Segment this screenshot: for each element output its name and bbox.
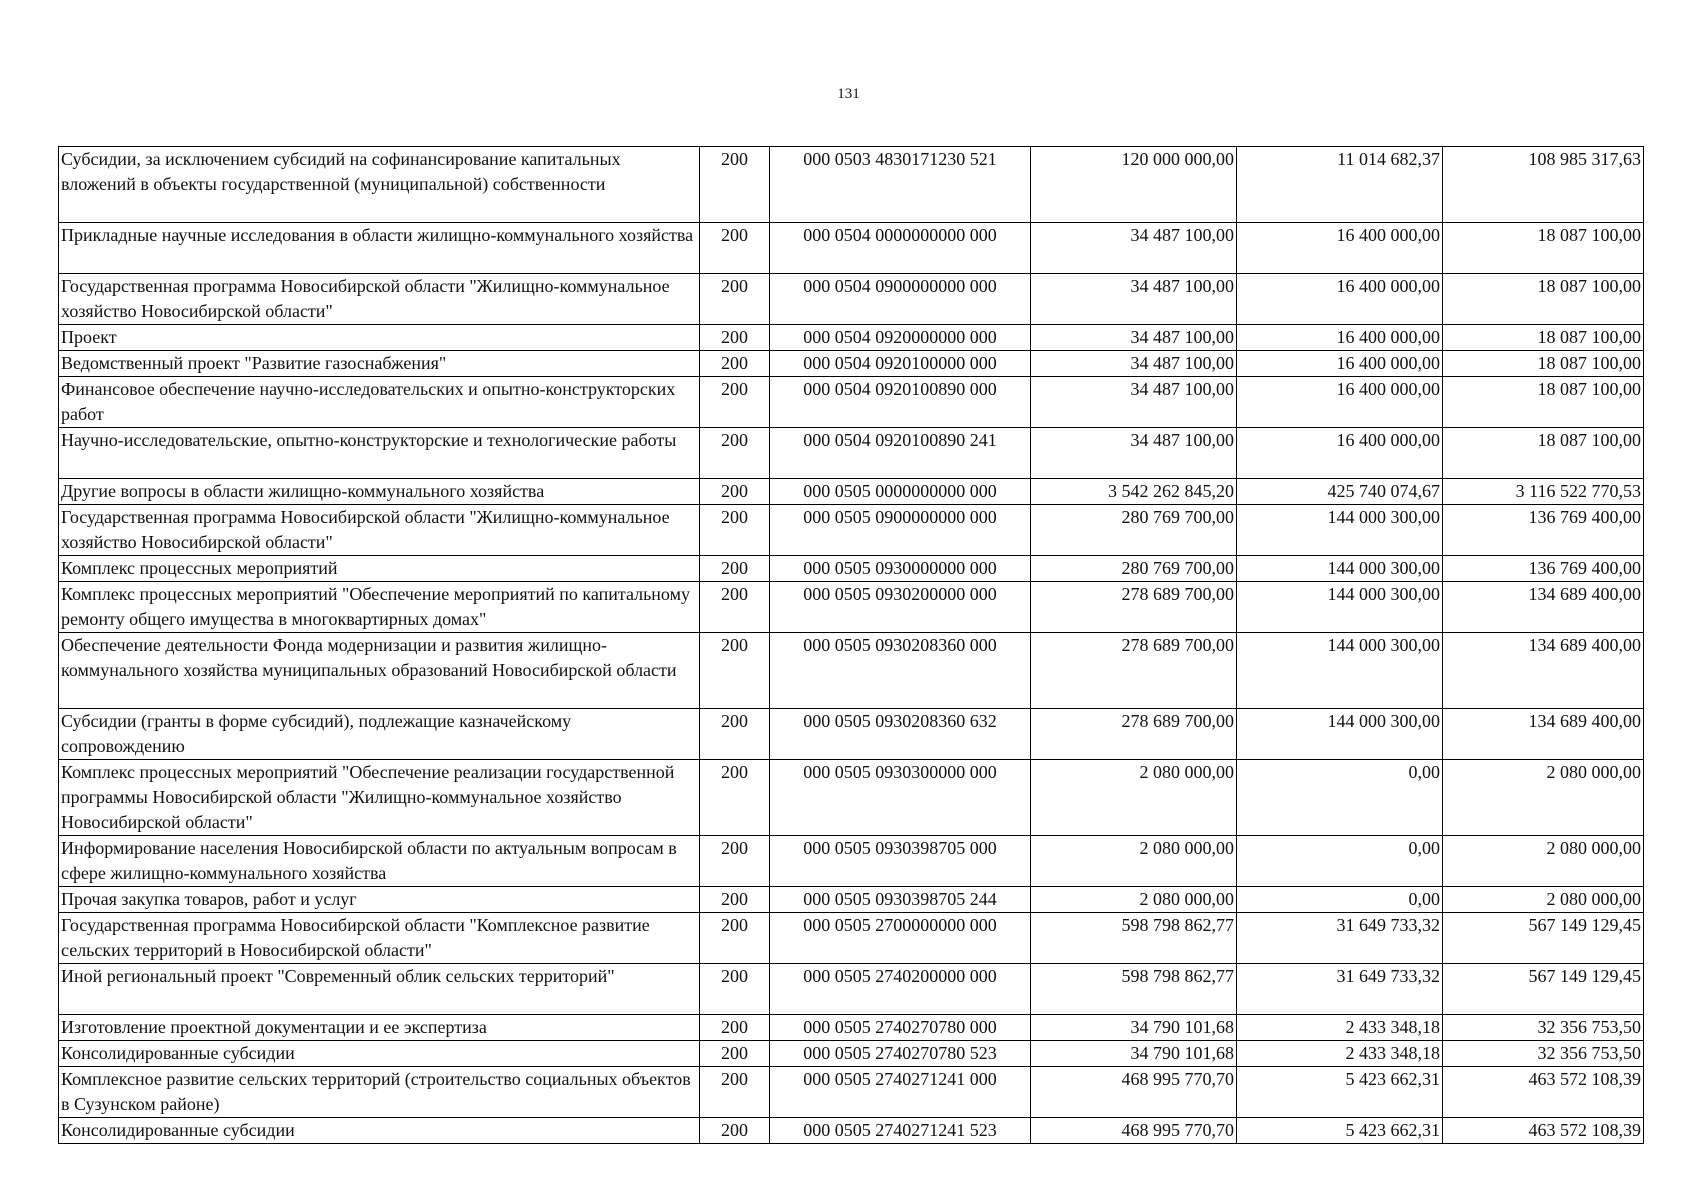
row-remaining: 2 080 000,00 [1443,836,1644,887]
row-kbk: 000 0505 0930398705 000 [770,836,1031,887]
row-kbk: 000 0504 0900000000 000 [770,274,1031,325]
row-name: Комплекс процессных мероприятий [59,556,700,582]
row-kbk: 000 0504 0920100000 000 [770,351,1031,377]
page-number: 131 [837,86,860,102]
row-kbk: 000 0505 2740271241 000 [770,1067,1031,1118]
row-name: Комплекс процессных мероприятий "Обеспечение мероприятий по капитальному ремонту общего имущества в многоквартирных домах" [59,582,700,633]
row-executed: 144 000 300,00 [1237,505,1443,556]
row-code: 200 [700,147,770,223]
row-approved: 280 769 700,00 [1031,556,1237,582]
row-code: 200 [700,556,770,582]
row-approved: 2 080 000,00 [1031,887,1237,913]
row-approved: 278 689 700,00 [1031,709,1237,760]
row-remaining: 2 080 000,00 [1443,760,1644,836]
table-row [59,428,1644,479]
row-kbk: 000 0505 0930200000 000 [770,582,1031,633]
row-remaining: 18 087 100,00 [1443,377,1644,428]
row-kbk: 000 0505 0930300000 000 [770,760,1031,836]
row-remaining: 18 087 100,00 [1443,223,1644,274]
row-kbk: 000 0505 0930398705 244 [770,887,1031,913]
row-remaining: 2 080 000,00 [1443,887,1644,913]
row-remaining: 463 572 108,39 [1443,1118,1644,1144]
row-code: 200 [700,887,770,913]
row-executed: 2 433 348,18 [1237,1041,1443,1067]
row-approved: 34 487 100,00 [1031,223,1237,274]
row-remaining: 134 689 400,00 [1443,633,1644,709]
row-code: 200 [700,1067,770,1118]
row-executed: 16 400 000,00 [1237,351,1443,377]
table-row [59,1067,1644,1118]
row-approved: 34 487 100,00 [1031,325,1237,351]
row-approved: 34 487 100,00 [1031,377,1237,428]
row-kbk: 000 0505 0900000000 000 [770,505,1031,556]
table-row [59,505,1644,556]
row-remaining: 32 356 753,50 [1443,1041,1644,1067]
table-row [59,964,1644,1015]
row-executed: 0,00 [1237,760,1443,836]
row-name: Другие вопросы в области жилищно-коммунального хозяйства [59,479,700,505]
row-name: Государственная программа Новосибирской области "Комплексное развитие сельских территорий в Новосибирской области" [59,913,700,964]
row-remaining: 3 116 522 770,53 [1443,479,1644,505]
row-code: 200 [700,377,770,428]
row-approved: 278 689 700,00 [1031,633,1237,709]
row-remaining: 136 769 400,00 [1443,505,1644,556]
row-code: 200 [700,633,770,709]
table-row [59,913,1644,964]
row-approved: 3 542 262 845,20 [1031,479,1237,505]
row-approved: 598 798 862,77 [1031,964,1237,1015]
row-code: 200 [700,964,770,1015]
table-row [59,274,1644,325]
row-kbk: 000 0505 0930208360 000 [770,633,1031,709]
row-code: 200 [700,274,770,325]
row-remaining: 134 689 400,00 [1443,709,1644,760]
row-executed: 0,00 [1237,887,1443,913]
row-code: 200 [700,760,770,836]
table-row [59,1118,1644,1144]
table-row [59,1015,1644,1041]
row-approved: 2 080 000,00 [1031,836,1237,887]
row-remaining: 32 356 753,50 [1443,1015,1644,1041]
table-row [59,351,1644,377]
row-executed: 5 423 662,31 [1237,1118,1443,1144]
table-row [59,325,1644,351]
table-row [59,709,1644,760]
table-row [59,760,1644,836]
row-remaining: 567 149 129,45 [1443,964,1644,1015]
row-code: 200 [700,913,770,964]
row-kbk: 000 0505 2740271241 523 [770,1118,1031,1144]
row-approved: 468 995 770,70 [1031,1118,1237,1144]
row-name: Проект [59,325,700,351]
row-approved: 598 798 862,77 [1031,913,1237,964]
row-name: Иной региональный проект "Современный облик сельских территорий" [59,964,700,1015]
row-approved: 278 689 700,00 [1031,582,1237,633]
row-executed: 144 000 300,00 [1237,582,1443,633]
row-kbk: 000 0505 2700000000 000 [770,913,1031,964]
row-remaining: 134 689 400,00 [1443,582,1644,633]
row-approved: 34 487 100,00 [1031,428,1237,479]
row-kbk: 000 0505 2740270780 000 [770,1015,1031,1041]
table-row [59,633,1644,709]
row-approved: 468 995 770,70 [1031,1067,1237,1118]
row-code: 200 [700,351,770,377]
table-row [59,147,1644,223]
row-name: Субсидии, за исключением субсидий на софинансирование капитальных вложений в объекты государственной (муниципальной) собственности [59,147,700,223]
row-kbk: 000 0505 2740200000 000 [770,964,1031,1015]
row-executed: 144 000 300,00 [1237,709,1443,760]
table-row [59,223,1644,274]
row-name: Обеспечение деятельности Фонда модернизации и развития жилищно-коммунального хозяйства муниципальных образований Новосибирской области [59,633,700,709]
row-executed: 5 423 662,31 [1237,1067,1443,1118]
row-code: 200 [700,1041,770,1067]
row-kbk: 000 0505 0000000000 000 [770,479,1031,505]
row-remaining: 18 087 100,00 [1443,274,1644,325]
row-approved: 34 790 101,68 [1031,1041,1237,1067]
row-kbk: 000 0504 0920100890 241 [770,428,1031,479]
table-row [59,377,1644,428]
row-remaining: 136 769 400,00 [1443,556,1644,582]
row-kbk: 000 0504 0920000000 000 [770,325,1031,351]
row-name: Информирование населения Новосибирской области по актуальным вопросам в сфере жилищно-коммунального хозяйства [59,836,700,887]
row-executed: 144 000 300,00 [1237,633,1443,709]
row-executed: 16 400 000,00 [1237,223,1443,274]
table-row [59,887,1644,913]
row-executed: 31 649 733,32 [1237,964,1443,1015]
row-kbk: 000 0505 0930208360 632 [770,709,1031,760]
row-approved: 34 487 100,00 [1031,351,1237,377]
row-code: 200 [700,1015,770,1041]
row-code: 200 [700,709,770,760]
row-remaining: 18 087 100,00 [1443,351,1644,377]
row-approved: 34 487 100,00 [1031,274,1237,325]
table-row [59,479,1644,505]
row-name: Консолидированные субсидии [59,1118,700,1144]
row-kbk: 000 0504 0000000000 000 [770,223,1031,274]
row-name: Научно-исследовательские, опытно-конструкторские и технологические работы [59,428,700,479]
row-name: Изготовление проектной документации и ее экспертиза [59,1015,700,1041]
row-executed: 16 400 000,00 [1237,274,1443,325]
row-remaining: 463 572 108,39 [1443,1067,1644,1118]
row-code: 200 [700,325,770,351]
row-remaining: 567 149 129,45 [1443,913,1644,964]
budget-table [58,146,1644,1144]
row-approved: 2 080 000,00 [1031,760,1237,836]
row-executed: 31 649 733,32 [1237,913,1443,964]
table-row [59,556,1644,582]
row-executed: 16 400 000,00 [1237,377,1443,428]
row-code: 200 [700,479,770,505]
row-code: 200 [700,1118,770,1144]
row-remaining: 108 985 317,63 [1443,147,1644,223]
row-executed: 0,00 [1237,836,1443,887]
row-code: 200 [700,428,770,479]
row-name: Субсидии (гранты в форме субсидий), подлежащие казначейскому сопровождению [59,709,700,760]
table-row [59,582,1644,633]
budget-table-body [59,147,1644,1144]
row-name: Финансовое обеспечение научно-исследовательских и опытно-конструкторских работ [59,377,700,428]
row-executed: 425 740 074,67 [1237,479,1443,505]
row-name: Консолидированные субсидии [59,1041,700,1067]
row-name: Комплекс процессных мероприятий "Обеспечение реализации государственной программы Новосибирской области "Жилищно-коммунальное хозяйство Новосибирской области" [59,760,700,836]
row-code: 200 [700,582,770,633]
table-row [59,836,1644,887]
row-executed: 16 400 000,00 [1237,428,1443,479]
row-code: 200 [700,505,770,556]
row-executed: 11 014 682,37 [1237,147,1443,223]
row-name: Государственная программа Новосибирской области "Жилищно-коммунальное хозяйство Новосибирской области" [59,274,700,325]
row-remaining: 18 087 100,00 [1443,325,1644,351]
row-kbk: 000 0504 0920100890 000 [770,377,1031,428]
row-executed: 144 000 300,00 [1237,556,1443,582]
row-code: 200 [700,836,770,887]
row-approved: 34 790 101,68 [1031,1015,1237,1041]
row-name: Прикладные научные исследования в области жилищно-коммунального хозяйства [59,223,700,274]
row-name: Комплексное развитие сельских территорий (строительство социальных объектов в Сузунском районе) [59,1067,700,1118]
row-name: Ведомственный проект "Развитие газоснабжения" [59,351,700,377]
row-name: Государственная программа Новосибирской области "Жилищно-коммунальное хозяйство Новосибирской области" [59,505,700,556]
row-executed: 16 400 000,00 [1237,325,1443,351]
row-kbk: 000 0505 2740270780 523 [770,1041,1031,1067]
row-kbk: 000 0505 0930000000 000 [770,556,1031,582]
row-approved: 120 000 000,00 [1031,147,1237,223]
row-code: 200 [700,223,770,274]
row-remaining: 18 087 100,00 [1443,428,1644,479]
row-executed: 2 433 348,18 [1237,1015,1443,1041]
table-row [59,1041,1644,1067]
row-kbk: 000 0503 4830171230 521 [770,147,1031,223]
row-approved: 280 769 700,00 [1031,505,1237,556]
row-name: Прочая закупка товаров, работ и услуг [59,887,700,913]
